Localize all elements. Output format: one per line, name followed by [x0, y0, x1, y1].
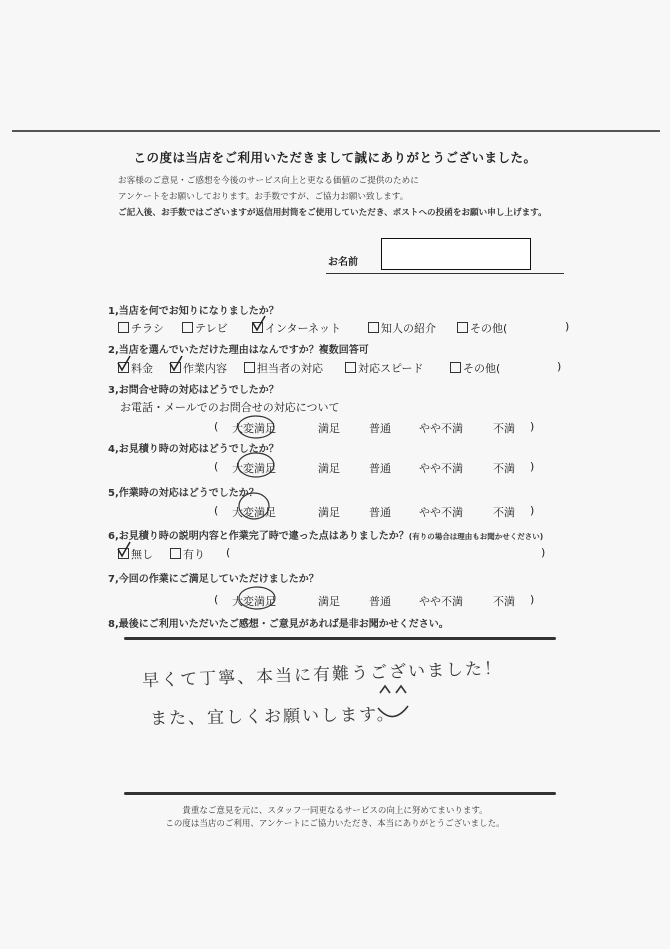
checkbox-icon — [450, 362, 461, 373]
q7-label: 7,今回の作業にご満足していただけましたか？ — [108, 574, 319, 585]
checkbox-icon — [345, 362, 356, 373]
q1-option-flyer[interactable]: チラシ — [118, 320, 164, 336]
q4-label: 4,お見積り時の対応はどうでしたか？ — [108, 444, 279, 455]
q5-label: 5,作業時の対応はどうでしたか？ — [108, 488, 259, 499]
scale-open-paren: ( — [214, 420, 219, 433]
scale-open-paren: ( — [214, 460, 219, 473]
checkbox-icon — [118, 322, 129, 333]
name-underline — [326, 273, 564, 274]
scale-very-satisfied[interactable]: 大変満足 — [232, 422, 276, 435]
intro-line-1: お客様のご意見・ご感想を今後のサービス向上と更なる価値のご提供のために — [118, 176, 419, 186]
footer-line-2: この度は当店のご利用、アンケートにご協力いただき、本当にありがとうございました。 — [165, 819, 505, 829]
scale-satisfied[interactable]: 満足 — [318, 506, 340, 519]
checkbox-icon — [244, 362, 255, 373]
scale-dissatisfied[interactable]: 不満 — [493, 462, 515, 475]
q3-label: 3,お問合せ時の対応はどうでしたか？ — [108, 385, 279, 396]
top-divider — [12, 130, 660, 132]
scale-close-paren: ) — [530, 593, 535, 606]
checkbox-icon — [457, 322, 468, 333]
scale-dissatisfied[interactable]: 不満 — [493, 422, 515, 435]
q2-option-price[interactable]: 料金 — [118, 360, 153, 376]
checkbox-icon — [252, 322, 263, 333]
checkbox-icon — [118, 362, 129, 373]
checkbox-icon — [170, 548, 181, 559]
q2-option-other[interactable]: その他( — [450, 360, 500, 376]
scale-very-satisfied[interactable]: 大変満足 — [232, 506, 276, 519]
scale-satisfied[interactable]: 満足 — [318, 462, 340, 475]
intro-line-2: アンケートをお願いしております。お手数ですが、ご協力お願い致します。 — [118, 192, 409, 202]
scale-somewhat-dissatisfied[interactable]: やや不満 — [419, 506, 463, 519]
comment-bottom-divider — [124, 792, 556, 795]
scale-neutral[interactable]: 普通 — [369, 422, 391, 435]
q3-sub-label: お電話・メールでのお問合せの対応について — [120, 401, 340, 414]
q1-other-close: ) — [565, 320, 570, 333]
q6-reason-close: ) — [541, 546, 546, 559]
q2-option-staff[interactable]: 担当者の対応 — [244, 360, 323, 376]
scale-neutral[interactable]: 普通 — [369, 595, 391, 608]
q6-option-none[interactable]: 無し — [118, 546, 153, 562]
comment-line-1: 早くて丁寧、本当に有難うございました！ — [141, 658, 504, 692]
scale-neutral[interactable]: 普通 — [369, 462, 391, 475]
q1-option-other[interactable]: その他( — [457, 320, 507, 336]
scale-close-paren: ) — [530, 460, 535, 473]
checkbox-icon — [182, 322, 193, 333]
q1-option-internet[interactable]: インターネット — [252, 320, 341, 336]
checkbox-icon — [368, 322, 379, 333]
comment-line-2: また、宜しくお願いします。 — [149, 704, 396, 730]
scale-dissatisfied[interactable]: 不満 — [493, 595, 515, 608]
survey-title: この度は当店をご利用いただきまして誠にありがとうございました。 — [133, 150, 537, 165]
checkbox-icon — [170, 362, 181, 373]
q2-label: 2,当店を選んでいただけた理由はなんですか？複数回答可 — [108, 345, 369, 356]
q2-option-work[interactable]: 作業内容 — [170, 360, 227, 376]
name-label: お名前 — [328, 257, 358, 268]
q6-option-yes[interactable]: 有り — [170, 546, 205, 562]
scale-satisfied[interactable]: 満足 — [318, 422, 340, 435]
scale-close-paren: ) — [530, 420, 535, 433]
scale-open-paren: ( — [214, 593, 219, 606]
q2-other-close: ) — [557, 360, 562, 373]
q6-reason-open: ( — [226, 546, 231, 559]
scale-somewhat-dissatisfied[interactable]: やや不満 — [419, 422, 463, 435]
scale-somewhat-dissatisfied[interactable]: やや不満 — [419, 595, 463, 608]
scale-close-paren: ) — [530, 504, 535, 517]
q6-note: (有りの場合は理由もお聞かせください) — [408, 532, 544, 541]
scale-dissatisfied[interactable]: 不満 — [493, 506, 515, 519]
q8-label: 8,最後にご利用いただいたご感想・ご意見があれば是非お聞かせください。 — [108, 619, 449, 630]
scale-very-satisfied[interactable]: 大変満足 — [232, 462, 276, 475]
q1-option-tv[interactable]: テレビ — [182, 320, 228, 336]
scale-neutral[interactable]: 普通 — [369, 506, 391, 519]
checkbox-icon — [118, 548, 129, 559]
footer-line-1: 貴重なご意見を元に、スタッフ一同更なるサービスの向上に努めてまいります。 — [182, 806, 488, 816]
comment-top-divider — [124, 637, 556, 640]
q6-label: 6,お見積り時の説明内容と作業完了時で違った点はありましたか？(有りの場合は理由もお聞かせください) — [108, 531, 544, 542]
q1-label: 1,当店を何でお知りになりましたか？ — [108, 306, 279, 317]
q2-option-speed[interactable]: 対応スピード — [345, 360, 424, 376]
instruction-line: ご記入後、お手数ではございますが返信用封筒をご使用していただき、ポストへの投函をお願い申し上げます。 — [118, 208, 547, 218]
scale-satisfied[interactable]: 満足 — [318, 595, 340, 608]
scale-very-satisfied[interactable]: 大変満足 — [232, 595, 276, 608]
scale-somewhat-dissatisfied[interactable]: やや不満 — [419, 462, 463, 475]
q1-option-referral[interactable]: 知人の紹介 — [368, 320, 436, 336]
name-redaction-box — [381, 238, 531, 270]
scale-open-paren: ( — [214, 504, 219, 517]
